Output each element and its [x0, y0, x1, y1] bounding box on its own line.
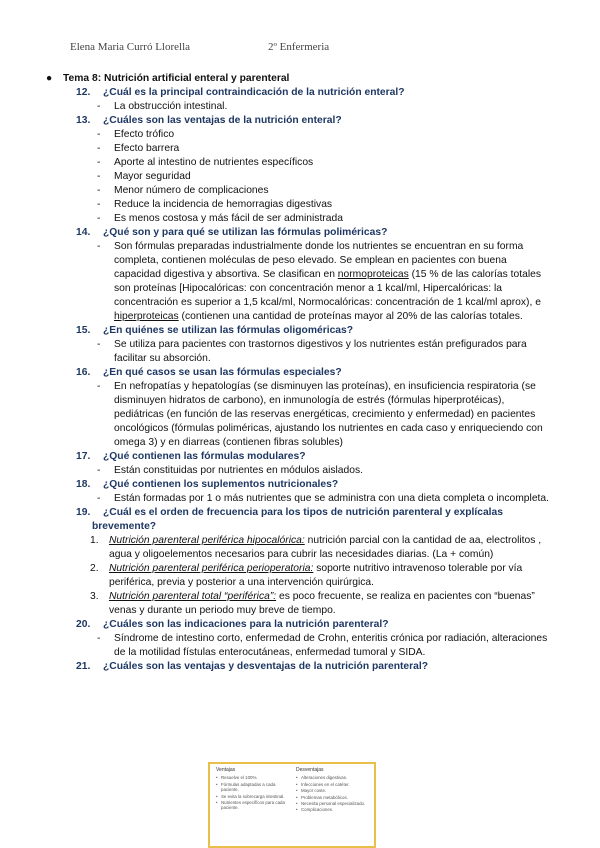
- question-17: 17. ¿Qué contienen las fórmulas modulares?: [76, 451, 306, 462]
- answer-17: - Están constituidas por nutrientes en módulos aislados.: [97, 465, 363, 476]
- answer-12: - La obstrucción intestinal.: [97, 101, 228, 112]
- list-item: - Es menos costosa y más fácil de ser administrada: [97, 213, 343, 224]
- list-item: 3. Nutrición parenteral total “periférica”: es poco frecuente, se realiza en pacientes con “buenas” venas y durante un periodo muy breve de tiempo.: [90, 591, 535, 616]
- topic-heading: ● Tema 8: Nutrición artificial enteral y parenteral: [46, 73, 290, 84]
- question-13: 13. ¿Cuáles son las ventajas de la nutrición enteral?: [76, 115, 342, 126]
- bullet-icon: ●: [46, 73, 53, 84]
- document-body: [0, 72, 600, 674]
- question-20: 20. ¿Cuáles son las indicaciones para la nutrición parenteral?: [76, 619, 389, 630]
- question-12: 12. ¿Cuál es la principal contraindicación de la nutrición enteral?: [76, 87, 405, 98]
- list-item: 2. Nutrición parenteral periférica perioperatoria: soporte nutritivo intravenoso tolerable por vía periférica, previa y posterior a una intervención quirúrgica.: [90, 563, 523, 588]
- answer-20: - Síndrome de intestino corto, enfermedad de Crohn, enteritis crónica por radiación, alteraciones de la motilidad fístulas enterocutáneas, enfermedad tumoral y SIDA.: [97, 633, 548, 658]
- list-item: - Efecto barrera: [97, 143, 180, 154]
- disadvantages-column: Desventajas • Alteraciones digestivas. • Infecciones en el catéter. • Mayor coste. • Problemas metabólicos. • Necesita personal especializado. • Complicaciones.: [296, 768, 372, 814]
- list-item: - Aporte al intestino de nutrientes específicos: [97, 157, 314, 168]
- question-14: 14. ¿Qué son y para qué se utilizan las fórmulas poliméricas?: [76, 227, 388, 238]
- list-item: - Efecto trófico: [97, 129, 175, 140]
- list-item: - Mayor seguridad: [97, 171, 191, 182]
- list-item: - Reduce la incidencia de hemorragias digestivas: [97, 199, 333, 210]
- answer-16: - En nefropatías y hepatologías (se disminuyen las proteínas), en insuficiencia respiratoria (se disminuyen hidratos de carbono), en inmunología de estrés (fórmulas hiperprotéicas), pediátricas (en función de las reservas energéticas, crecimiento y enfermedad) en pacientes oncológicos (fórmulas poliméricas, ajustando los nutrientes en cada caso y enriqueciendo con omega 3) y en diarreas (contienen fibras solubles): [97, 381, 543, 448]
- answer-15: - Se utiliza para pacientes con trastornos digestivos y los nutrientes están prefigurados para facilitar su absorción.: [97, 339, 527, 364]
- list-item: 1. Nutrición parenteral periférica hipocalórica: nutrición parcial con la cantidad de aa, electrolitos , agua y oligoelementos necesarios para cubrir las necesidades diarias. (La + común): [90, 535, 542, 560]
- advantages-table-image: [208, 762, 376, 848]
- answer-18: - Están formadas por 1 o más nutrientes que se administra con una dieta completa o incompleta.: [97, 493, 549, 504]
- course-label: 2º Enfermeria: [268, 41, 330, 53]
- question-15: 15. ¿En quiénes se utilizan las fórmulas oligoméricas?: [76, 325, 354, 336]
- question-19: 19. ¿Cuál es el orden de frecuencia para los tipos de nutrición parenteral y explícalas: [76, 507, 503, 518]
- question-21: 21. ¿Cuáles son las ventajas y desventajas de la nutrición parenteral?: [76, 661, 429, 672]
- question-19-cont: brevemente?: [92, 521, 157, 532]
- answer-14: - Son fórmulas preparadas industrialmente donde los nutrientes se encuentran en su forma completa, contienen moléculas de peso elevado. Se emplean en pacientes con buena capacidad digestiva y absortiva. Se clasifican en normoproteicas (15 % de las calorías totales son proteínas [Hipocalóricas: con concentración menor a 1 kcal/ml, Hipercalóricas: la concentración es superior a 1,5 kcal/ml, Normocalóricas: concentración de 1 kcal/ml aprox), e hiperproteicas (contienen una cantidad de proteínas mayor al 20% de las calorías totales.: [97, 241, 541, 322]
- question-18: 18. ¿Qué contienen los suplementos nutricionales?: [76, 479, 339, 490]
- advantages-column: Ventajas • Resuelve el 100%. • Fórmulas adaptadas a cada paciente. • Se evita la sobrecarga intestinal. • Nutrientes específicos para cada paciente.: [216, 768, 288, 812]
- author-name: Elena Maria Curró Llorella: [70, 41, 191, 53]
- question-16: 16. ¿En qué casos se usan las fórmulas especiales?: [76, 367, 342, 378]
- list-item: - Menor número de complicaciones: [97, 185, 269, 196]
